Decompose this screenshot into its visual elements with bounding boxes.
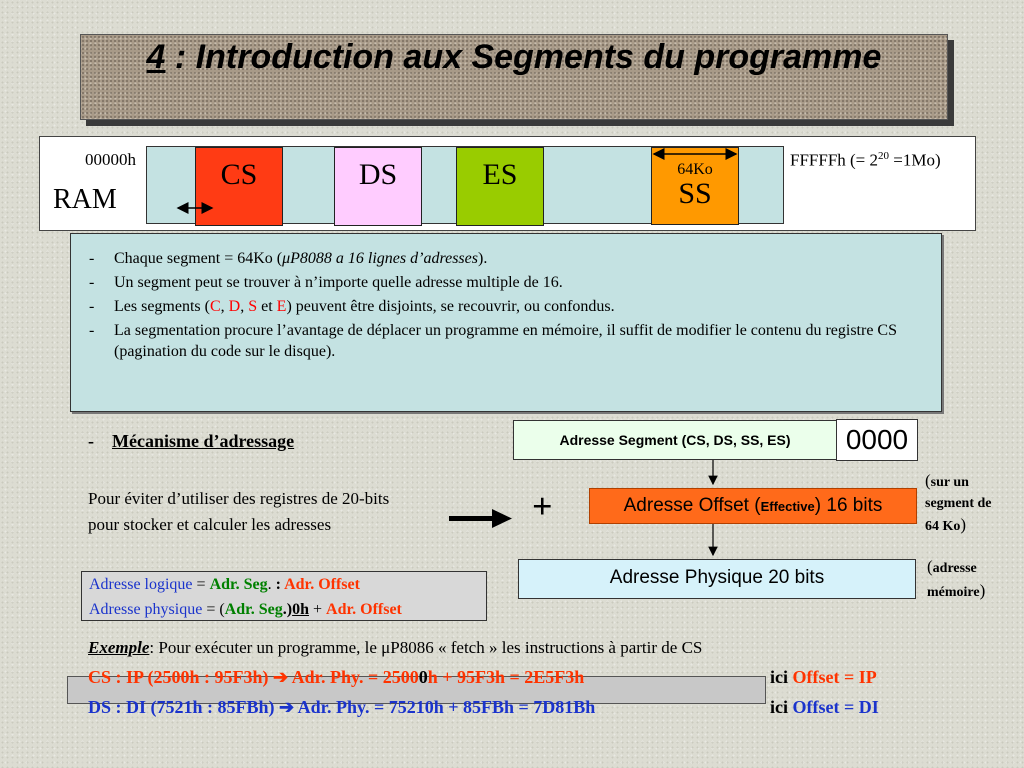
segment-cs-label: CS <box>220 158 258 191</box>
zero-suffix-box: 0000 <box>836 419 918 461</box>
formula-physical: Adresse physique = (Adr. Seg.)0h + Adr. Offset <box>89 601 402 618</box>
ram-end-address: FFFFFh (= $2^{20} =1Mo$) <box>790 150 941 170</box>
title-number: 4 <box>146 38 166 76</box>
example-line-cs: CS : IP (2500h : 95F3h) ➔ Adr. Phy. = 25000h + 95F3h = 2E5F3h <box>88 667 585 687</box>
offset-address-box: Adresse Offset (Effective) 16 bits <box>589 488 917 524</box>
segment-es-label: ES <box>482 158 518 191</box>
segment-ss-size: 64Ko <box>677 161 713 178</box>
mecanisme-heading: - Mécanisme d’adressage <box>88 431 295 451</box>
info-bullet-1: - Chaque segment = 64Ko (μP8088 a 16 lignes d’adresses). <box>89 248 931 269</box>
ram-label: RAM <box>53 184 117 215</box>
mecanisme-explanation: Pour éviter d’utiliser des registres de 20-bits pour stocker et calculer les adresses <box>88 489 390 534</box>
segment-ds-label: DS <box>358 158 398 191</box>
title-text: : Introduction aux Segments du programme <box>165 38 882 76</box>
physical-address-box: Adresse Physique 20 bits <box>518 559 916 599</box>
example-intro: Exemple: Pour exécuter un programme, le μP8086 « fetch » les instructions à partir de CS <box>88 638 703 657</box>
formula-logical: Adresse logique = Adr. Seg. : Adr. Offset <box>89 576 360 593</box>
physical-note: (adresse mémoire) <box>927 557 986 600</box>
plus-sign: + <box>532 486 553 526</box>
ram-start-address: 00000h <box>85 150 136 169</box>
example-line-ds: DS : DI (7521h : 85FBh) ➔ Adr. Phy. = 75210h + 85FBh = 7D81Bh <box>88 697 596 717</box>
example-note-ds: ici Offset = DI <box>770 697 879 717</box>
offset-note: (sur un segment de 64 Ko) <box>925 471 992 534</box>
info-bullet-4: - La segmentation procure l’avantage de déplacer un programme en mémoire, il suffit de modifier le contenu du registre CS (pagination du code sur le disque). <box>89 320 931 362</box>
info-list <box>71 234 941 362</box>
info-bullet-2: - Un segment peut se trouver à n’importe quelle adresse multiple de 16. <box>89 272 931 293</box>
segment-address-box: Adresse Segment (CS, DS, SS, ES) <box>513 420 837 460</box>
long-arrow-head <box>492 509 512 528</box>
example-note-cs: ici Offset = IP <box>770 667 877 687</box>
formula-box <box>81 571 487 621</box>
info-panel <box>70 233 942 412</box>
info-bullet-3: - Les segments (C, D, S et E) peuvent être disjoints, se recouvrir, ou confondus. <box>89 296 931 317</box>
segment-ss-label: SS <box>678 177 712 210</box>
